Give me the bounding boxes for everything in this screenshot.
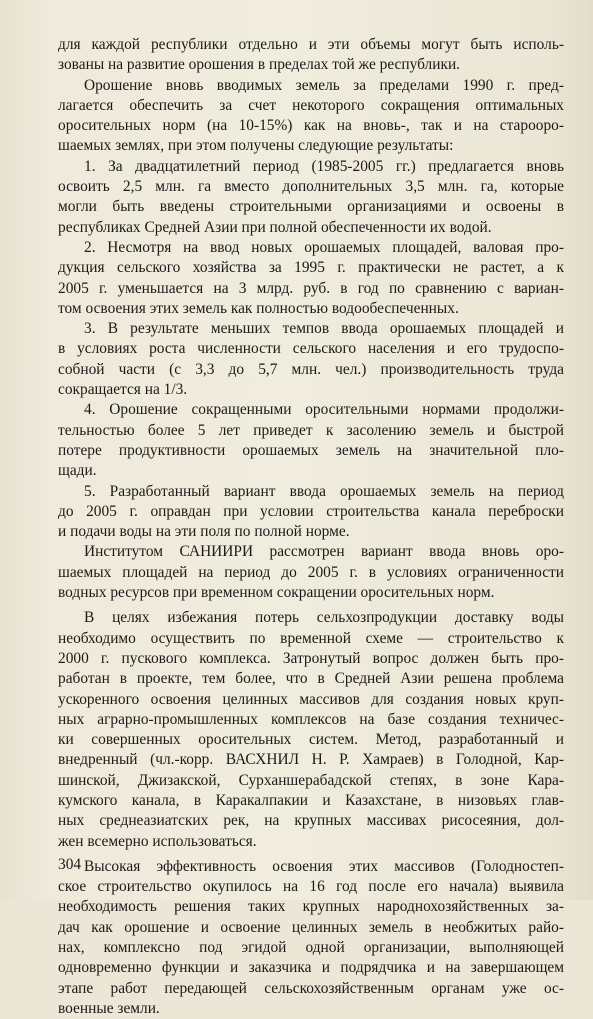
- text-line: тельностью более 5 лет приведет к засолению земель и быстрой: [58, 421, 564, 439]
- text-line: В целях избежания потерь сельхозпродукции доставку воды: [84, 609, 564, 627]
- text-line: шинской, Джизакской, Сурханшерабадской степях, в зоне Кара-: [58, 771, 564, 789]
- paragraph: [58, 157, 564, 238]
- text-line: в условиях роста численности сельского населения и его трудоспо-: [58, 340, 564, 358]
- text-line: 5. Разработанный вариант ввода орошаемых земель на период: [84, 482, 564, 500]
- text-line: необходимо осуществить по временной схеме — строительство к: [58, 629, 564, 647]
- text-line: внедренный (чл.-корр. ВАСХНИЛ Н. Р. Хамраев) в Голодной, Кар-: [58, 751, 564, 769]
- text-line: ускоренного освоения целинных массивов для создания новых круп-: [58, 690, 564, 708]
- text-line: сокращается на 1/3.: [58, 381, 188, 399]
- paragraph: [58, 400, 564, 481]
- page-number: 304: [58, 856, 82, 873]
- paragraph: [58, 35, 564, 76]
- text-line: освоить 2,5 млн. га вместо дополнительных 3,5 млн. га, которые: [58, 178, 564, 196]
- text-line: ское строительство окупилось на 16 год после его начала) выявила: [58, 878, 564, 896]
- text-line: шаемых землях, при этом получены следующие результаты:: [58, 137, 454, 155]
- text-line: ных аграрно-промышленных комплексов на базе создания техничес-: [58, 710, 564, 728]
- text-line: Высокая эффективность освоения этих массивов (Голодностеп-: [84, 857, 564, 875]
- text-line: шаемых площадей на период до 2005 г. в условиях ограниченности: [58, 563, 564, 581]
- text-line: 1. За двадцатилетний период (1985-2005 гг.) предлагается вновь: [84, 157, 564, 175]
- text-line: работан в проекте, тем более, что в Средней Азии решена проблема: [58, 670, 564, 688]
- text-line: до 2005 г. оправдан при условии строительства канала переброски: [58, 502, 564, 520]
- body-text: [58, 35, 564, 1019]
- text-line: необходимость решения таких крупных народнохозяйственных за-: [58, 898, 564, 916]
- text-line: 2. Несмотря на ввод новых орошаемых площадей, валовая про-: [84, 238, 564, 256]
- paragraph: [58, 319, 564, 400]
- text-line: 4. Орошение сокращенными оросительными нормами продолжи-: [84, 401, 564, 419]
- text-line: собной части (с 3,3 до 5,7 млн. чел.) производительность труда: [58, 360, 564, 378]
- paragraph: [58, 238, 564, 319]
- text-line: Институтом САНИИРИ рассмотрен вариант ввода вновь оро-: [84, 543, 564, 561]
- text-line: этапе работ передающей сельскохозяйственным органам уже ос-: [58, 979, 564, 997]
- text-line: оросительных норм (на 10-15%) как на вновь-, так и на староoро-: [58, 117, 564, 135]
- text-line: 2005 г. уменьшается на 3 млрд. руб. в год по сравнению с вариан-: [58, 279, 564, 297]
- text-line: нах, комплексно под эгидой одной организации, выполняющей: [58, 939, 564, 957]
- paragraph: [58, 542, 564, 603]
- text-line: ных среднеазиатских рек, на крупных массивах рисосеяния, дол-: [58, 812, 564, 830]
- text-line: военные земли.: [58, 999, 160, 1017]
- text-line: республиках Средней Азии при полной обеспеченности их водой.: [58, 218, 492, 236]
- text-line: зованы на развитие орошения в пределах той же республики.: [58, 56, 461, 74]
- text-line: могли быть введены строительными организациями и освоены в: [58, 198, 564, 216]
- text-line: лагается обеспечить за счет некоторого сокращения оптимальных: [58, 96, 564, 114]
- text-line: для каждой республики отдельно и эти объемы могут быть исполь-: [58, 36, 564, 53]
- paragraph: [58, 608, 564, 852]
- text-line: 3. В результате меньших темпов ввода орошаемых площадей и: [84, 320, 564, 338]
- text-line: Орошение вновь вводимых земель за пределами 1990 г. пред-: [84, 76, 564, 94]
- text-line: одновременно функции и заказчика и подрядчика и на завершающем: [58, 959, 564, 977]
- paragraph: [58, 482, 564, 543]
- paragraph: [58, 857, 564, 1019]
- text-line: ки совершенных оросительных систем. Метод, разработанный и: [58, 731, 564, 749]
- text-line: жен всемерно использоваться.: [58, 832, 257, 850]
- text-line: дукция сельского хозяйства за 1995 г. практически не растет, а к: [58, 259, 564, 277]
- text-line: 2000 г. пускового комплекса. Затронутый вопрос должен быть про-: [58, 649, 564, 667]
- text-line: дач как орошение и освоение целинных земель в необжитых райо-: [58, 918, 564, 936]
- paragraph: [58, 76, 564, 157]
- text-line: щади.: [58, 462, 97, 480]
- text-line: и подачи воды на эти поля по полной норме.: [58, 523, 350, 541]
- text-line: кумского канала, в Каракалпакии и Казахстане, в низовьях глав-: [58, 791, 564, 809]
- text-line: водных ресурсов при временном сокращении оросительных норм.: [58, 584, 495, 602]
- text-line: потере продуктивности орошаемых земель на значительной пло-: [58, 441, 564, 459]
- text-line: том освоения этих земель как полностью водообеспеченных.: [58, 299, 459, 317]
